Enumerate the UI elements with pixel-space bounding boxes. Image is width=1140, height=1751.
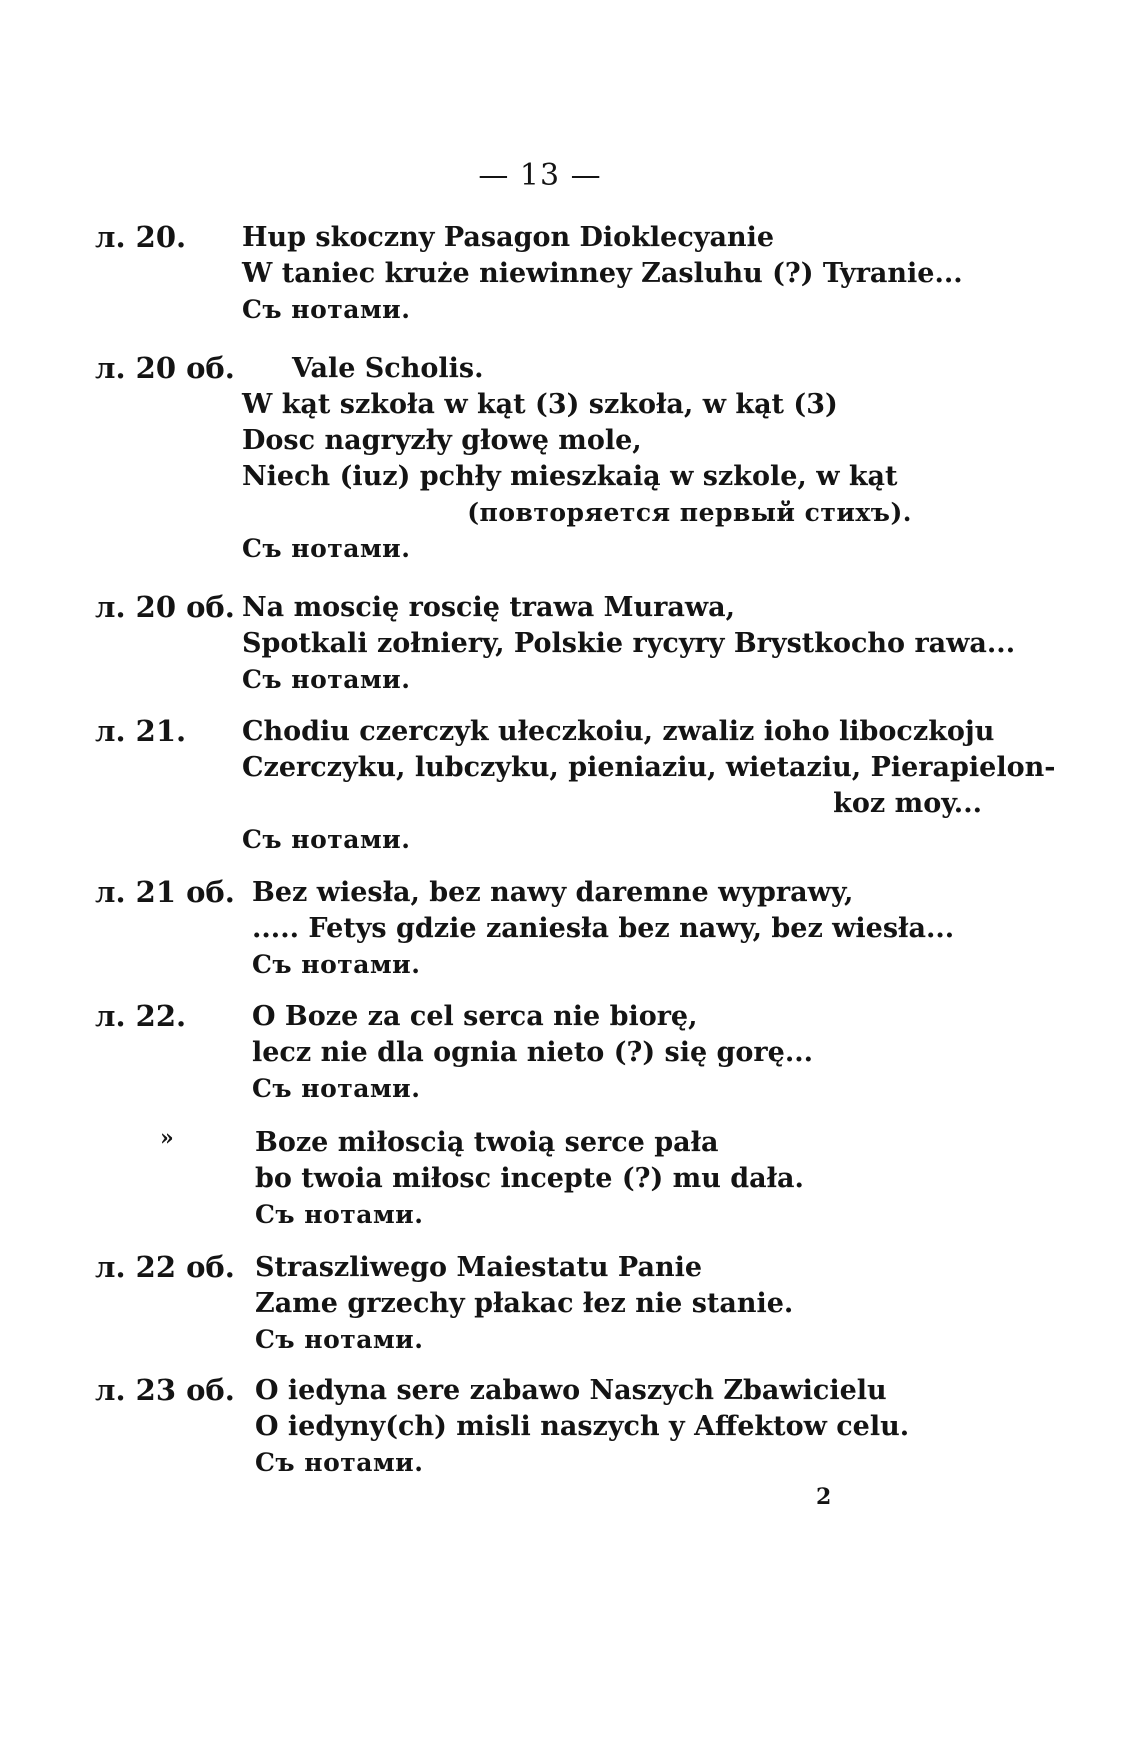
verse-line: Czerczyku, lubczyku, pieniaziu, wietaziu, Pierapielon- (242, 752, 1056, 783)
entry-text (255, 1125, 1005, 1233)
folio-reference: л. 23 об. (95, 1373, 235, 1407)
notes-remark: Съ нотами. (252, 1074, 421, 1103)
entry-text (242, 590, 1016, 698)
printer-signature-mark: 2 (816, 1484, 832, 1510)
verse-line-continuation: koz moy... (833, 788, 982, 819)
notes-remark: Съ нотами. (255, 1325, 424, 1354)
verse-line: ..... Fetys gdzie zaniesła bez nawy, bez wiesła... (252, 913, 955, 944)
folio-reference: л. 20 об. (95, 351, 235, 385)
verse-line: Spotkali zołniery, Polskie rycyry Brystkocho rawa... (242, 628, 1016, 659)
notes-remark: Съ нотами. (255, 1200, 424, 1229)
folio-reference: л. 21. (95, 714, 187, 748)
verse-line: O iedyny(ch) misli naszych y Affektow celu. (255, 1411, 910, 1442)
entry-text (255, 1373, 1005, 1481)
page-number: — 13 — (478, 158, 602, 193)
folio-reference: л. 21 об. (95, 875, 235, 909)
verse-line: Hup skoczny Pasagon Dioklecyanie (242, 222, 775, 253)
verse-line: W taniec krużе niewinney Zasluhu (?) Tyranie... (242, 258, 963, 289)
folio-reference: л. 20. (95, 220, 187, 254)
verse-line: lecz nie dla ognia nieto (?) się gorę... (252, 1037, 814, 1068)
verse-line: Niech (iuz) pchły mieszkaią w szkole, w kąt (242, 461, 898, 492)
verse-line: Na moscię roscię trawa Murawa, (242, 592, 736, 623)
verse-title: Vale Scholis. (292, 353, 484, 384)
entry-text (242, 220, 992, 328)
verse-line: Bez wiesła, bez nawy daremne wyprawy, (252, 877, 854, 908)
notes-remark: Съ нотами. (242, 665, 411, 694)
verse-line: bo twoia miłosc incepte (?) mu dała. (255, 1163, 804, 1194)
folio-reference: л. 22 об. (95, 1250, 235, 1284)
notes-remark: Съ нотами. (242, 534, 411, 563)
folio-reference: л. 20 об. (95, 590, 235, 624)
entry-text (242, 714, 1056, 858)
verse-line: Dosc nagryzły głowę mole, (242, 425, 642, 456)
entry-text (255, 1250, 1005, 1358)
folio-reference: л. 22. (95, 999, 187, 1033)
notes-remark: Съ нотами. (242, 825, 411, 854)
notes-remark: Съ нотами. (252, 950, 421, 979)
verse-line: Boze miłoscią twoią serce pała (255, 1127, 719, 1158)
ditto-mark: » (160, 1125, 174, 1151)
entry-text (242, 351, 992, 567)
entry-text (252, 999, 1002, 1107)
verse-line: Straszliwego Maiestatu Panie (255, 1252, 703, 1283)
editorial-remark: (повторяется первый стихъ). (467, 498, 912, 527)
notes-remark: Съ нотами. (255, 1448, 424, 1477)
verse-line: Chodiu czerczyk ułeczkoiu, zwaliz ioho liboczkoju (242, 716, 995, 747)
verse-line: O iedyna sere zabawo Naszych Zbawicielu (255, 1375, 887, 1406)
verse-line: O Boze za cel serca nie biorę, (252, 1001, 698, 1032)
verse-line: Zame grzechy płakac łez nie stanie. (255, 1288, 794, 1319)
verse-line: W kąt szkoła w kąt (3) szkoła, w kąt (3) (242, 389, 838, 420)
entry-text (252, 875, 1002, 983)
notes-remark: Съ нотами. (242, 295, 411, 324)
